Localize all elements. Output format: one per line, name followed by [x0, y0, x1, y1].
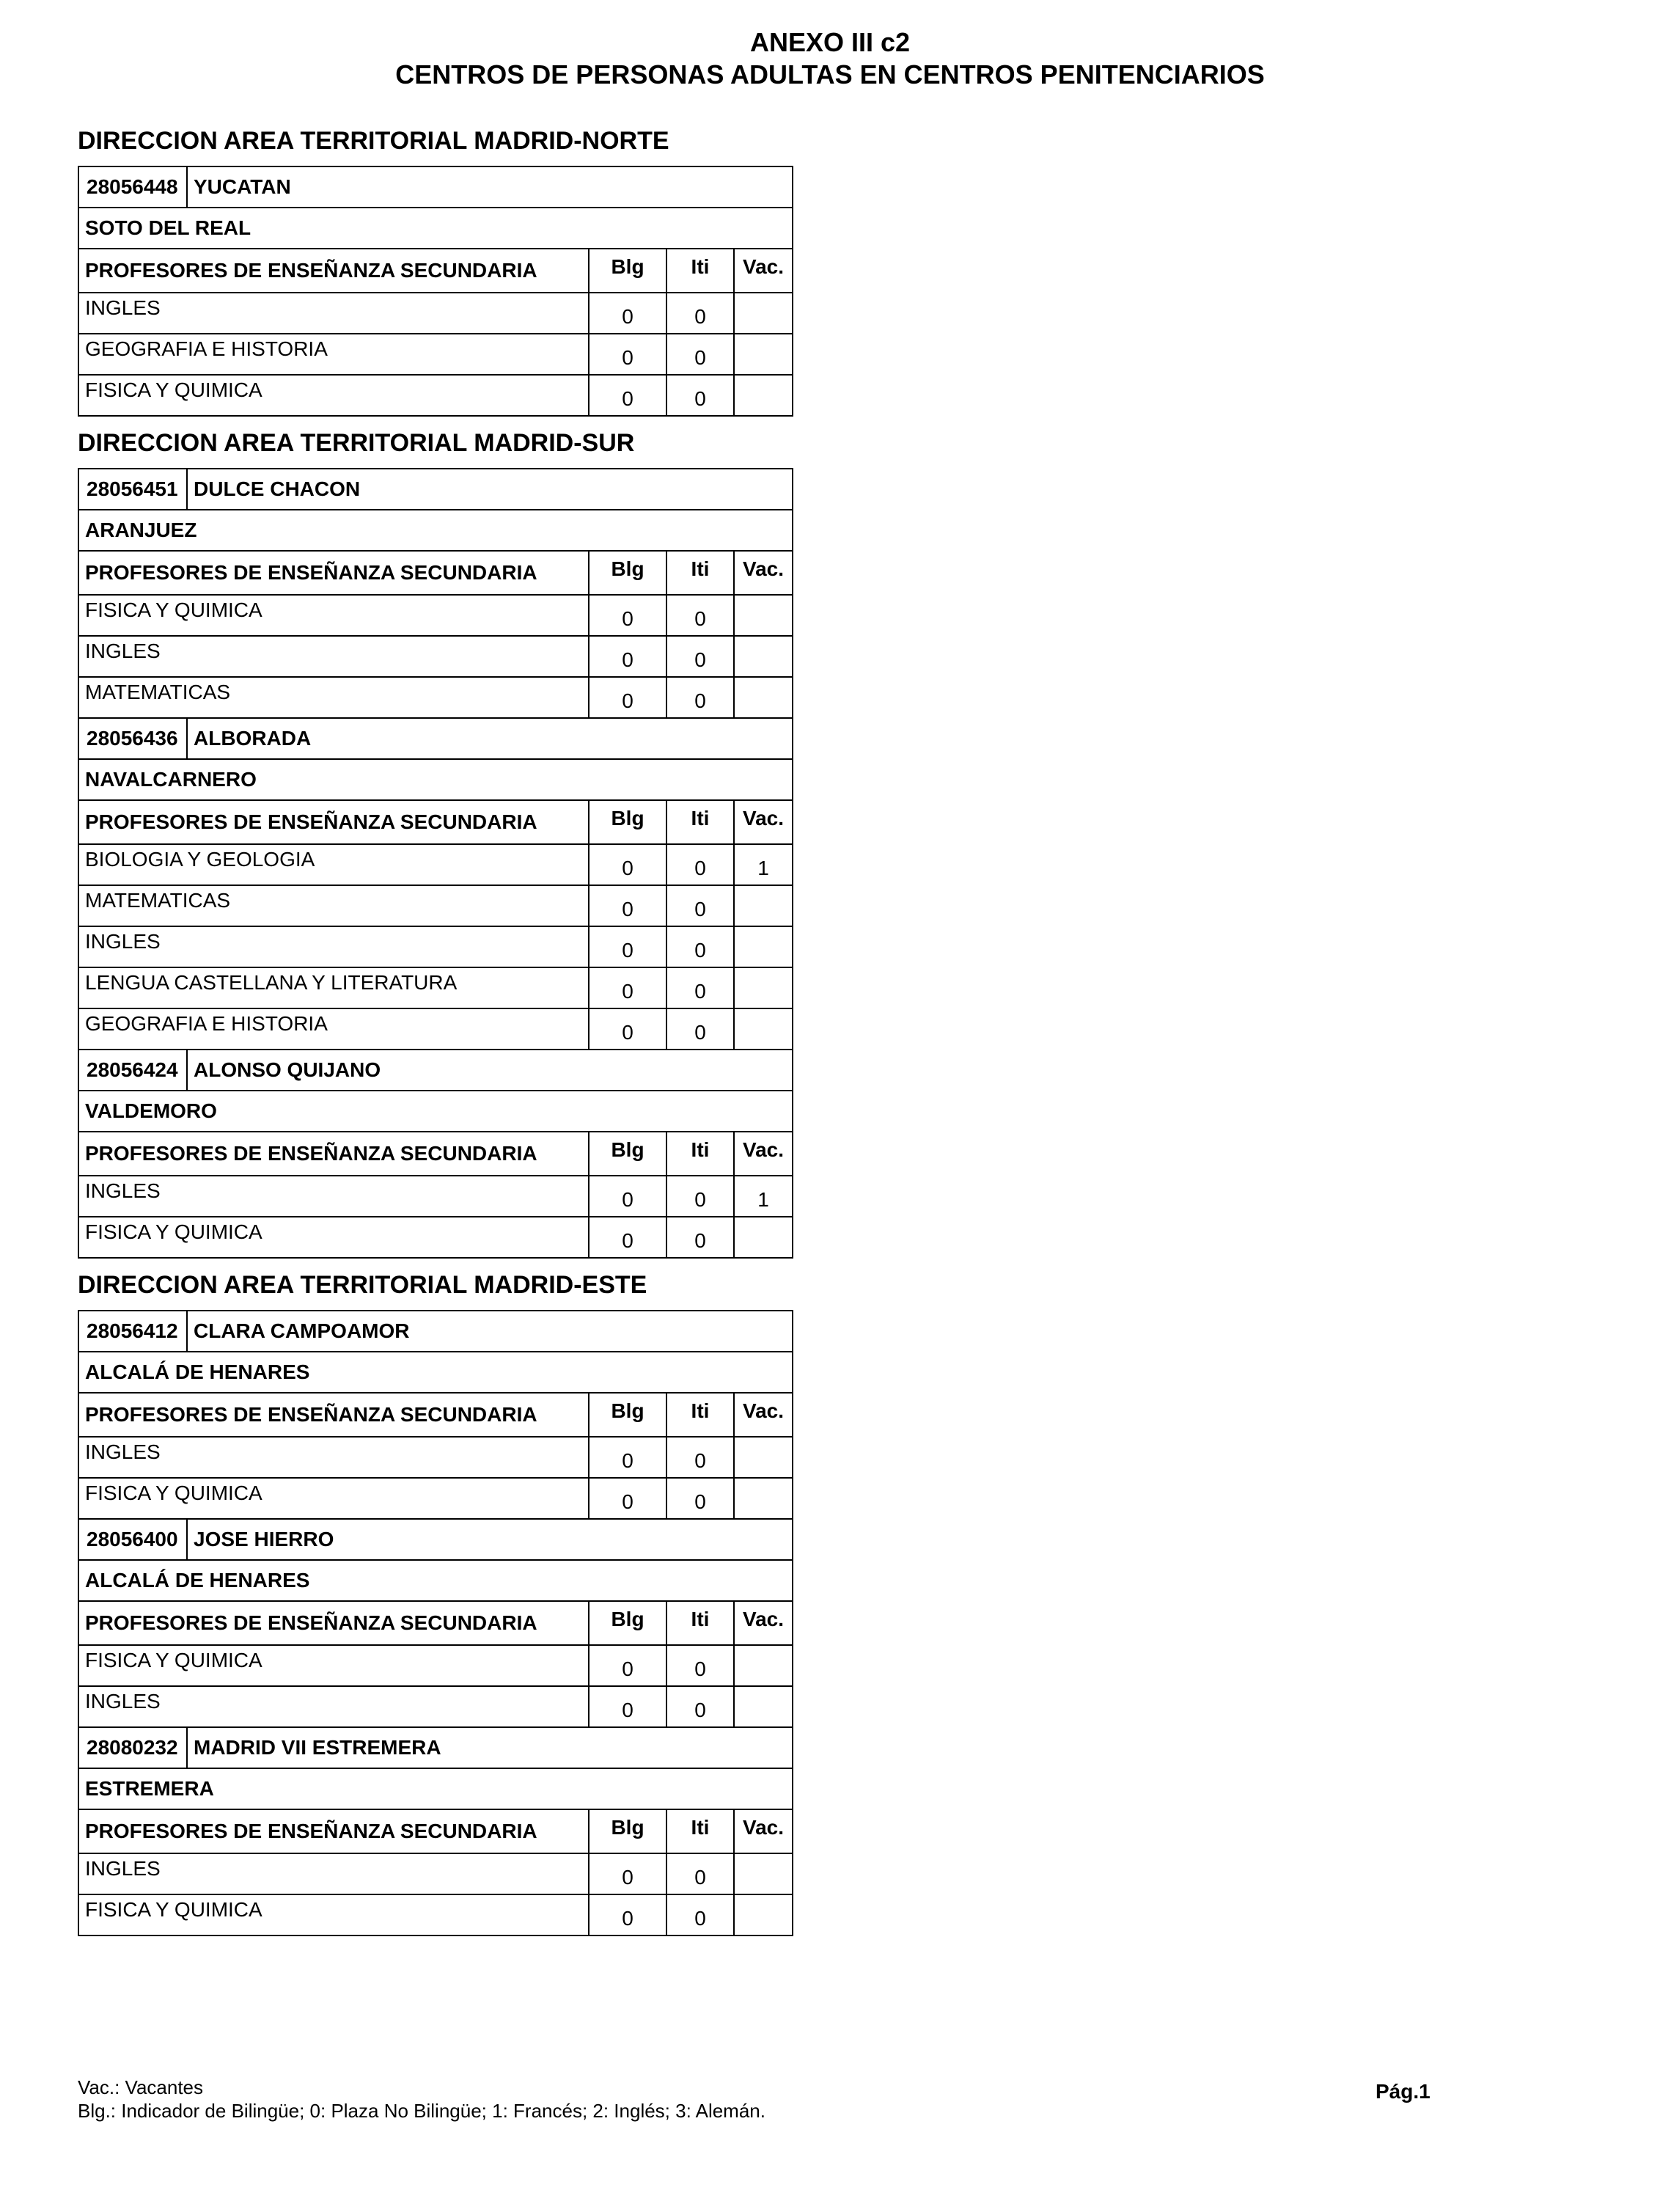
center-code: 28056400 — [79, 1520, 188, 1559]
column-header-row — [79, 1131, 792, 1175]
blg-value: 0 — [588, 1895, 666, 1935]
iti-value: 0 — [666, 1176, 733, 1216]
center-city-row — [79, 1090, 792, 1131]
column-header-iti: Iti — [666, 249, 733, 292]
area-title: DIRECCION AREA TERRITORIAL MADRID-ESTE — [78, 1271, 647, 1299]
center-name: DULCE CHACON — [194, 477, 361, 500]
blg-value: 0 — [588, 596, 666, 635]
subject-name: INGLES — [85, 640, 161, 662]
column-header-blg: Blg — [588, 1394, 666, 1436]
table-row — [79, 676, 792, 717]
center-table — [78, 166, 793, 417]
subject-name: BIOLOGIA Y GEOLOGIA — [85, 848, 315, 871]
legend-vac: Vac.: Vacantes — [78, 2076, 204, 2098]
center-name: CLARA CAMPOAMOR — [194, 1319, 410, 1342]
column-header-row — [79, 1809, 792, 1853]
center-table — [78, 1310, 793, 1520]
blg-value: 0 — [588, 678, 666, 717]
column-header-row — [79, 550, 792, 594]
blg-value: 0 — [588, 637, 666, 676]
table-row — [79, 374, 792, 415]
iti-value: 0 — [666, 845, 733, 885]
iti-value: 0 — [666, 334, 733, 374]
column-header-blg: Blg — [588, 1132, 666, 1175]
subject-name: LENGUA CASTELLANA Y LITERATURA — [85, 971, 458, 994]
subject-name: FISICA Y QUIMICA — [85, 1482, 262, 1504]
center-name: YUCATAN — [194, 175, 291, 198]
column-header-group: PROFESORES DE ENSEÑANZA SECUNDARIA — [85, 1142, 537, 1165]
blg-value: 0 — [588, 968, 666, 1008]
iti-value: 0 — [666, 1646, 733, 1685]
vac-value — [733, 1895, 792, 1935]
vac-value — [733, 1479, 792, 1518]
vac-value — [733, 927, 792, 967]
areas-container — [78, 125, 811, 1947]
center-city-row — [79, 1351, 792, 1392]
table-row — [79, 1216, 792, 1257]
subject-name: FISICA Y QUIMICA — [85, 598, 262, 621]
center-city-row — [79, 509, 792, 550]
column-header-group: PROFESORES DE ENSEÑANZA SECUNDARIA — [85, 1611, 537, 1634]
column-header-vac: Vac. — [733, 552, 792, 594]
vac-value — [733, 334, 792, 374]
table-row — [79, 1477, 792, 1518]
center-header-row — [79, 1050, 792, 1090]
center-table — [78, 1728, 793, 1936]
center-city-row — [79, 1559, 792, 1600]
column-header-iti: Iti — [666, 1132, 733, 1175]
center-table — [78, 1050, 793, 1259]
blg-value: 0 — [588, 334, 666, 374]
subject-name: FISICA Y QUIMICA — [85, 1898, 262, 1921]
vac-value — [733, 637, 792, 676]
vac-value — [733, 886, 792, 926]
iti-value: 0 — [666, 1438, 733, 1477]
center-city-row — [79, 758, 792, 799]
vac-value — [733, 1438, 792, 1477]
iti-value: 0 — [666, 376, 733, 415]
iti-value: 0 — [666, 637, 733, 676]
center-code: 28056412 — [79, 1311, 188, 1351]
center-city: ARANJUEZ — [85, 519, 197, 541]
center-table — [78, 468, 793, 719]
subject-name: MATEMATICAS — [85, 889, 231, 912]
center-city-row — [79, 1768, 792, 1809]
iti-value: 0 — [666, 1895, 733, 1935]
blg-value: 0 — [588, 886, 666, 926]
page-number: Pág.1 — [1376, 2080, 1431, 2103]
vac-value: 1 — [733, 1176, 792, 1216]
blg-value: 0 — [588, 845, 666, 885]
vac-value — [733, 1009, 792, 1049]
column-header-row — [79, 248, 792, 292]
subject-name: INGLES — [85, 296, 161, 319]
footer-legend — [78, 2076, 765, 2123]
subject-name: INGLES — [85, 1179, 161, 1202]
table-row — [79, 594, 792, 635]
subject-name: INGLES — [85, 1440, 161, 1463]
subject-name: INGLES — [85, 1857, 161, 1880]
center-name: ALBORADA — [194, 727, 312, 750]
column-header-blg: Blg — [588, 1810, 666, 1853]
column-header-blg: Blg — [588, 552, 666, 594]
document-subtitle: CENTROS DE PERSONAS ADULTAS EN CENTROS PENITENCIARIOS — [395, 59, 1265, 89]
center-table — [78, 1520, 793, 1728]
column-header-row — [79, 1392, 792, 1436]
vac-value — [733, 1217, 792, 1257]
column-header-vac: Vac. — [733, 801, 792, 843]
vac-value — [733, 293, 792, 333]
center-city-row — [79, 207, 792, 248]
vac-value — [733, 1646, 792, 1685]
center-code: 28056448 — [79, 167, 188, 207]
blg-value: 0 — [588, 1646, 666, 1685]
vac-value — [733, 1687, 792, 1726]
table-row — [79, 967, 792, 1008]
subject-name: INGLES — [85, 1690, 161, 1713]
column-header-group: PROFESORES DE ENSEÑANZA SECUNDARIA — [85, 259, 537, 282]
iti-value: 0 — [666, 1217, 733, 1257]
center-code: 28056424 — [79, 1050, 188, 1090]
center-header-row — [79, 1728, 792, 1768]
column-header-vac: Vac. — [733, 249, 792, 292]
column-header-iti: Iti — [666, 552, 733, 594]
blg-value: 0 — [588, 1009, 666, 1049]
table-row — [79, 1685, 792, 1726]
center-header-row — [79, 1520, 792, 1559]
blg-value: 0 — [588, 376, 666, 415]
iti-value: 0 — [666, 886, 733, 926]
center-city: NAVALCARNERO — [85, 768, 257, 791]
column-header-vac: Vac. — [733, 1394, 792, 1436]
iti-value: 0 — [666, 968, 733, 1008]
area-title: DIRECCION AREA TERRITORIAL MADRID-NORTE — [78, 127, 669, 155]
vac-value — [733, 1854, 792, 1894]
subject-name: INGLES — [85, 930, 161, 953]
table-row — [79, 1175, 792, 1216]
blg-value: 0 — [588, 1217, 666, 1257]
table-row — [79, 1008, 792, 1049]
column-header-row — [79, 1600, 792, 1644]
center-city: ALCALÁ DE HENARES — [85, 1360, 310, 1383]
iti-value: 0 — [666, 1479, 733, 1518]
vac-value — [733, 678, 792, 717]
blg-value: 0 — [588, 1176, 666, 1216]
subject-name: GEOGRAFIA E HISTORIA — [85, 337, 328, 360]
center-code: 28080232 — [79, 1728, 188, 1768]
iti-value: 0 — [666, 596, 733, 635]
territorial-area — [78, 1269, 811, 1936]
subject-name: FISICA Y QUIMICA — [85, 1649, 262, 1671]
blg-value: 0 — [588, 293, 666, 333]
table-row — [79, 635, 792, 676]
center-code: 28056436 — [79, 719, 188, 758]
column-header-iti: Iti — [666, 1602, 733, 1644]
subject-name: FISICA Y QUIMICA — [85, 378, 262, 401]
table-row — [79, 885, 792, 926]
table-row — [79, 843, 792, 885]
vac-value — [733, 968, 792, 1008]
table-row — [79, 292, 792, 333]
center-name: JOSE HIERRO — [194, 1528, 334, 1550]
column-header-vac: Vac. — [733, 1602, 792, 1644]
table-row — [79, 1853, 792, 1894]
subject-name: FISICA Y QUIMICA — [85, 1220, 262, 1243]
territorial-area — [78, 427, 811, 1259]
legend-blg: Blg.: Indicador de Bilingüe; 0: Plaza No Bilingüe; 1: Francés; 2: Inglés; 3: Alemán. — [78, 2100, 765, 2122]
vac-value — [733, 596, 792, 635]
vac-value: 1 — [733, 845, 792, 885]
territorial-area — [78, 125, 811, 417]
center-header-row — [79, 167, 792, 207]
document-title: ANEXO III c2 — [749, 27, 911, 57]
column-header-blg: Blg — [588, 249, 666, 292]
table-row — [79, 333, 792, 374]
blg-value: 0 — [588, 1687, 666, 1726]
blg-value: 0 — [588, 1479, 666, 1518]
column-header-group: PROFESORES DE ENSEÑANZA SECUNDARIA — [85, 561, 537, 584]
column-header-vac: Vac. — [733, 1810, 792, 1853]
iti-value: 0 — [666, 1009, 733, 1049]
center-city: SOTO DEL REAL — [85, 216, 251, 239]
center-header-row — [79, 719, 792, 758]
subject-name: GEOGRAFIA E HISTORIA — [85, 1012, 328, 1035]
column-header-iti: Iti — [666, 801, 733, 843]
column-header-row — [79, 799, 792, 843]
center-name: MADRID VII ESTREMERA — [194, 1736, 441, 1759]
center-header-row — [79, 469, 792, 509]
column-header-blg: Blg — [588, 1602, 666, 1644]
table-row — [79, 1644, 792, 1685]
area-title: DIRECCION AREA TERRITORIAL MADRID-SUR — [78, 429, 635, 457]
column-header-group: PROFESORES DE ENSEÑANZA SECUNDARIA — [85, 810, 537, 833]
center-city: ALCALÁ DE HENARES — [85, 1569, 310, 1592]
table-row — [79, 1894, 792, 1935]
iti-value: 0 — [666, 927, 733, 967]
blg-value: 0 — [588, 1854, 666, 1894]
center-code: 28056451 — [79, 469, 188, 509]
column-header-group: PROFESORES DE ENSEÑANZA SECUNDARIA — [85, 1820, 537, 1842]
center-city: VALDEMORO — [85, 1099, 217, 1122]
column-header-iti: Iti — [666, 1394, 733, 1436]
column-header-iti: Iti — [666, 1810, 733, 1853]
iti-value: 0 — [666, 678, 733, 717]
blg-value: 0 — [588, 1438, 666, 1477]
vac-value — [733, 376, 792, 415]
center-header-row — [79, 1311, 792, 1351]
column-header-blg: Blg — [588, 801, 666, 843]
column-header-group: PROFESORES DE ENSEÑANZA SECUNDARIA — [85, 1403, 537, 1426]
center-city: ESTREMERA — [85, 1777, 214, 1800]
blg-value: 0 — [588, 927, 666, 967]
column-header-vac: Vac. — [733, 1132, 792, 1175]
subject-name: MATEMATICAS — [85, 681, 231, 703]
center-table — [78, 719, 793, 1050]
table-row — [79, 1436, 792, 1477]
iti-value: 0 — [666, 293, 733, 333]
table-row — [79, 926, 792, 967]
iti-value: 0 — [666, 1687, 733, 1726]
center-name: ALONSO QUIJANO — [194, 1058, 381, 1081]
iti-value: 0 — [666, 1854, 733, 1894]
